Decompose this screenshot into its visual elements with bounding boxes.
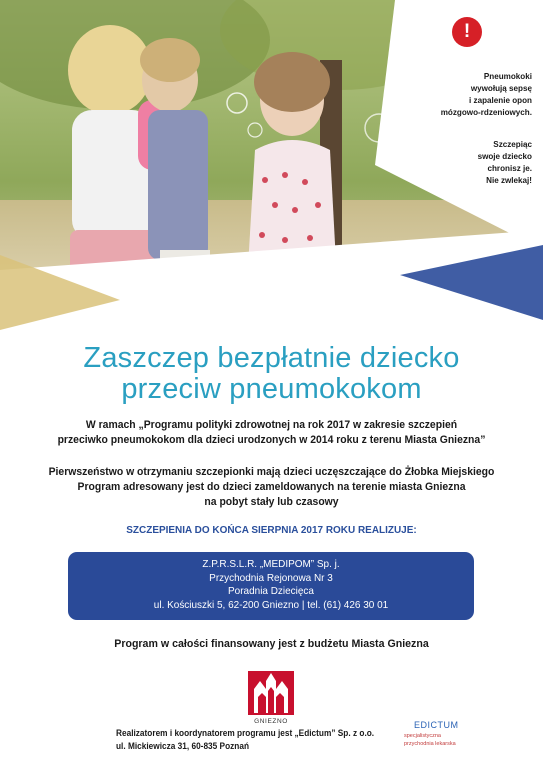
realizes-heading: SZCZEPIENIA DO KOŃCA SIERPNIA 2017 ROKU REALIZUJE: bbox=[126, 524, 417, 536]
program-description: W ramach „Programu polityki zdrowotnej na rok 2017 w zakresie szczepień przeciwko pneumokokom dla dzieci urodzonych w 2014 roku z terenu Miasta Gniezna” bbox=[57, 419, 486, 446]
funding-note: Program w całości finansowany jest z budżetu Miasta Gniezna bbox=[114, 638, 429, 650]
edictum-logo: EDICTUM bbox=[414, 720, 459, 730]
provider-name: Z.P.R.S.L.R. „MEDIPOM” Sp. j. bbox=[202, 558, 340, 570]
eligibility-text: Pierwszeństwo w otrzymaniu szczepionki mają dzieci uczęszczające do Żłobka Miejskiego Program adresowany jest do dzieci zameldowanych na terenie miasta Gniezna na pobyt stały lub czasowy bbox=[48, 466, 495, 508]
footer-coordinator: Realizatorem i koordynatorem programu jest „Edictum” Sp. z o.o. ul. Mickiewicza 31, 60-835 Poznań bbox=[116, 728, 375, 751]
edictum-subtitle-1: specjalistyczna bbox=[404, 733, 441, 739]
gniezno-logo-text: GNIEZNO bbox=[254, 718, 288, 725]
warning-text-1: Pneumokoki wywołują sepsę i zapalenie opon mózgowo-rdzeniowych. bbox=[440, 72, 532, 117]
warning-icon: ! bbox=[452, 17, 482, 47]
gniezno-city-logo bbox=[246, 667, 296, 719]
warning-text-2: Szczepiąc swoje dziecko chronisz je. Nie zwlekaj! bbox=[477, 140, 532, 185]
provider-box bbox=[68, 552, 474, 620]
provider-address: ul. Kościuszki 5, 62-200 Gniezno | tel. (61) 426 30 01 bbox=[153, 598, 389, 611]
provider-department: Poradnia Dziecięca bbox=[228, 585, 314, 597]
provider-clinic: Przychodnia Rejonowa Nr 3 bbox=[209, 571, 333, 584]
edictum-subtitle-2: przychodnia lekarska bbox=[404, 741, 456, 747]
page-title: Zaszczep bezpłatnie dziecko przeciw pneumokokom bbox=[83, 342, 460, 405]
